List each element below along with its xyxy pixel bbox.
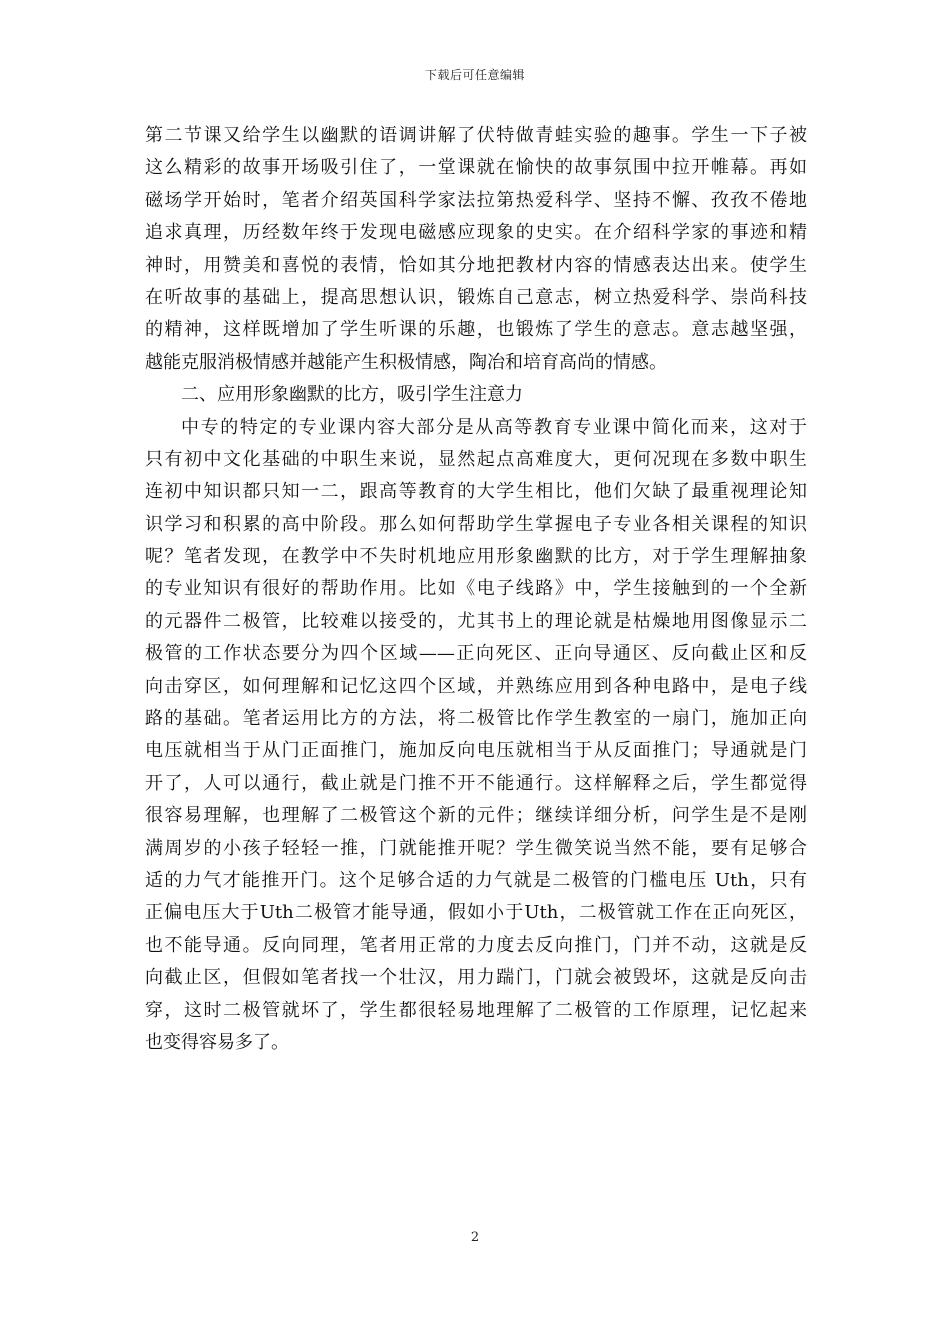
text-line: 向击穿区，如何理解和记忆这四个区域，并熟练应用到各种电路中，是电子线 — [145, 675, 807, 697]
text-line: 追求真理，历经数年终于发现电磁感应现象的史实。在介绍科学家的事迹和精 — [145, 222, 807, 244]
text-line: 识学习和积累的高中阶段。那么如何帮助学生掌握电子专业各相关课程的知识 — [145, 513, 807, 535]
text-line: 很容易理解，也理解了二极管这个新的元件；继续详细分析，问学生是不是刚 — [145, 805, 807, 827]
text-line: 的专业知识有很好的帮助作用。比如《电子线路》中，学生接触到的一个全新 — [145, 578, 807, 600]
text-line: 适的力气才能推开门。这个足够合适的力气就是二极管的门槛电压 Uth，只有 — [145, 869, 807, 891]
text-line: 也不能导通。反向同理，笔者用正常的力度去反向推门，门并不动，这就是反 — [145, 934, 807, 956]
text-line: 越能克服消极情感并越能产生积极情感，陶冶和培育高尚的情感。 — [145, 351, 667, 373]
text-line: 向截止区，但假如笔者找一个壮汉，用力踹门，门就会被毁坏，这就是反向击 — [145, 967, 807, 989]
paragraph-first-line: 二、应用形象幽默的比方，吸引学生注意力 — [181, 384, 523, 406]
text-line: 电压就相当于从门正面推门，施加反向电压就相当于从反面推门；导通就是门 — [145, 740, 807, 762]
text-line: 连初中知识都只知一二，跟高等教育的大学生相比，他们欠缺了最重视理论知 — [145, 481, 807, 503]
text-line: 正偏电压大于Uth二极管才能导通，假如小于Uth，二极管就工作在正向死区， — [145, 902, 807, 924]
text-line: 开了，人可以通行，截止就是门推不开不能通行。这样解释之后，学生都觉得 — [145, 772, 807, 794]
paragraph-first-line: 中专的特定的专业课内容大部分是从高等教育专业课中简化而来，这对于 — [181, 416, 807, 438]
page-number: 2 — [470, 1230, 480, 1245]
page-header: 下载后可任意编辑 — [424, 68, 525, 82]
text-line: 的精神，这样既增加了学生听课的乐趣，也锻炼了学生的意志。意志越坚强， — [145, 319, 807, 341]
text-line: 磁场学开始时，笔者介绍英国科学家法拉第热爱科学、坚持不懈、孜孜不倦地 — [145, 189, 807, 211]
text-line: 第二节课又给学生以幽默的语调讲解了伏特做青蛙实验的趣事。学生一下子被 — [145, 125, 807, 146]
text-line: 只有初中文化基础的中职生来说，显然起点高难度大，更何况现在多数中职生 — [145, 448, 807, 470]
text-line: 也变得容易多了。 — [145, 1031, 289, 1053]
text-line: 满周岁的小孩子轻轻一推，门就能推开呢？学生微笑说当然不能，要有足够合 — [145, 837, 807, 859]
text-line: 路的基础。笔者运用比方的方法，将二极管比作学生教室的一扇门，施加正向 — [145, 708, 807, 730]
text-line: 的元器件二极管，比较难以接受的，尤其书上的理论就是枯燥地用图像显示二 — [145, 610, 807, 632]
text-line: 这么精彩的故事开场吸引住了，一堂课就在愉快的故事氛围中拉开帷幕。再如 — [145, 157, 807, 179]
document-body — [145, 120, 807, 1059]
text-line: 极管的工作状态要分为四个区域——正向死区、正向导通区、反向截止区和反 — [145, 643, 807, 665]
text-line: 穿，这时二极管就坏了，学生都很轻易地理解了二极管的工作原理，记忆起来 — [145, 999, 807, 1021]
text-line: 在听故事的基础上，提高思想认识，锻炼自己意志，树立热爱科学、崇尚科技 — [145, 286, 807, 308]
text-line: 神时，用赞美和喜悦的表情，恰如其分地把教材内容的情感表达出来。使学生 — [145, 254, 807, 276]
text-line: 呢？笔者发现，在教学中不失时机地应用形象幽默的比方，对于学生理解抽象 — [145, 546, 807, 568]
